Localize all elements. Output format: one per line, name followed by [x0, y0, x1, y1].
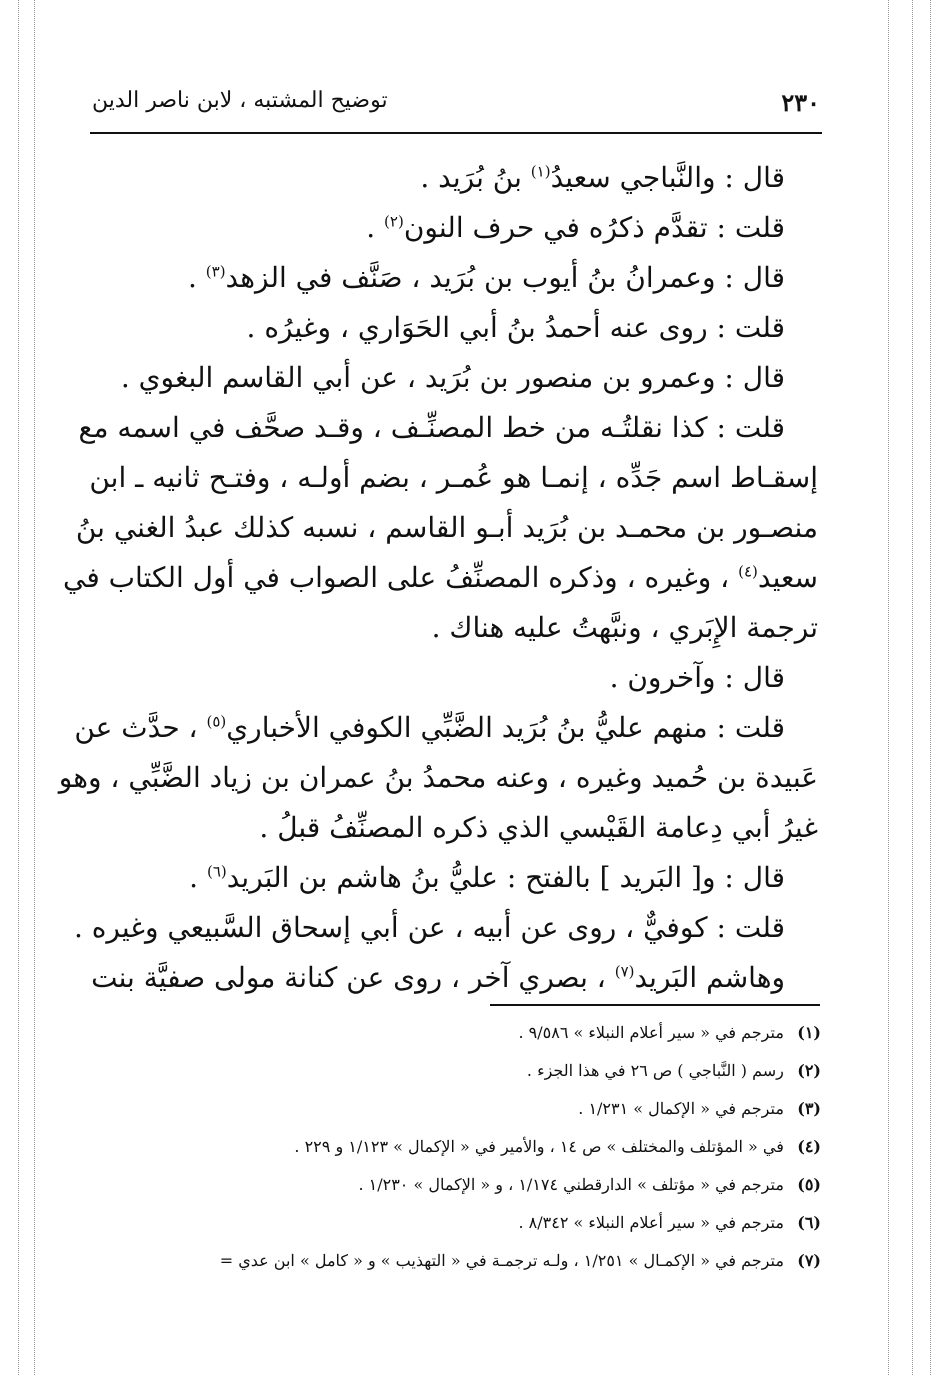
text-line: وهاشم البَريد$^{(٧)}$ ، بصري آخر ، روى عن كنانة مولى صفيَّة بنت	[91, 961, 785, 994]
footnote-number: (٤)	[797, 1137, 821, 1156]
footnote-item	[100, 1204, 825, 1242]
footnote-ref: (٢)	[384, 212, 404, 231]
text-line: قلت : منهم عليُّ بنُ بُرَيد الضَّبِّي الكوفي الأخباري$^{(٥)}$ ، حدَّث عن	[74, 711, 785, 744]
footnote-ref: (٦)	[206, 862, 227, 881]
page-header	[90, 80, 822, 134]
footnote-item	[100, 1166, 825, 1204]
text-line: ترجمة الإِبَري ، ونبَّهتُ عليه هناك .	[431, 611, 818, 644]
scan-edge-line	[34, 0, 35, 1375]
footnote-number: (٧)	[797, 1251, 821, 1270]
text-line: قلت : كذا نقلتُـه من خط المصنِّـف ، وقـد صحَّف في اسمه مع	[78, 411, 785, 444]
footnote-text: مترجم في « سير أعلام النبلاء » ٩/٥٨٦ .	[518, 1023, 784, 1042]
text-line: قلت : روى عنه أحمدُ بنُ أبي الحَوَاري ، وغيرُه .	[246, 311, 785, 344]
footnote-item	[100, 1052, 825, 1090]
scan-edge-line	[888, 0, 889, 1375]
footnote-ref: (٧)	[614, 962, 635, 981]
scan-edge-line	[930, 0, 931, 1375]
running-title: توضيح المشتبه ، لابن ناصر الدين	[92, 88, 388, 113]
text-line: إسقـاط اسم جَدِّه ، إنمـا هو عُمـر ، بضم أولـه ، وفتـح ثانيه ـ ابن	[89, 461, 818, 494]
footnote-text: رسم ( النَّباجي ) ص ٢٦ في هذا الجزء .	[526, 1061, 784, 1080]
footnote-number: (٢)	[797, 1061, 821, 1080]
footnote-number: (٣)	[797, 1099, 821, 1118]
text-line: قال : وعمرانُ بنُ أيوب بن بُرَيد ، صَنَّف في الزهد$^{(٣)}$ .	[187, 261, 785, 294]
footnote-text: مترجم في « سير أعلام النبلاء » ٨/٣٤٢ .	[518, 1213, 784, 1232]
scan-edge-line	[912, 0, 913, 1375]
footnote-ref: (١)	[530, 162, 551, 181]
footnote-text: مترجم في « مؤتلف » الدارقطني ١/١٧٤ ، و « الإكمال » ١/٢٣٠ .	[358, 1175, 784, 1194]
footnote-text: في « المؤتلف والمختلف » ص ١٤ ، والأمير في « الإكمال » ١/١٢٣ و ٢٢٩ .	[294, 1137, 784, 1156]
scan-edge-line	[18, 0, 19, 1375]
footnote-item	[100, 1128, 825, 1166]
footnote-ref: (٤)	[738, 562, 758, 581]
text-line: عَبيدة بن حُميد وغيره ، وعنه محمدُ بنُ عمران بن زياد الضَّبِّي ، وهو	[58, 761, 818, 794]
footnote-ref: (٣)	[205, 262, 226, 281]
text-line: قال : وعمرو بن منصور بن بُرَيد ، عن أبي القاسم البغوي .	[120, 361, 785, 394]
footnote-item	[100, 1014, 825, 1052]
footnote-item	[100, 1242, 825, 1280]
main-text	[58, 153, 818, 1003]
text-line: قال : والنَّباجي سعيدُ$^{(١)}$ بنُ بُرَيد .	[420, 161, 785, 194]
page-number: ٢٣٠	[781, 88, 820, 117]
footnote-number: (١)	[797, 1023, 821, 1042]
text-line: سعيد$^{(٤)}$ ، وغيره ، وذكره المصنِّفُ على الصواب في أول الكتاب في	[63, 561, 818, 594]
footnote-item	[100, 1090, 825, 1128]
text-line: قلت : تقدَّم ذكرُه في حرف النون$^{(٢)}$ .	[366, 211, 785, 244]
text-line: منصـور بن محمـد بن بُرَيد أبـو القاسم ، نسبه كذلك عبدُ الغني بنُ	[75, 511, 818, 544]
footnote-text: مترجم في « الإكمال » ١/٢٣١ .	[578, 1099, 784, 1118]
text-line: قلت : كوفيٌّ ، روى عن أبيه ، عن أبي إسحاق السَّبيعي وغيره .	[73, 911, 785, 944]
footnotes	[100, 1014, 825, 1280]
footnote-ref: (٥)	[206, 712, 227, 731]
footnote-number: (٦)	[797, 1213, 821, 1232]
text-line: غيرُ أبي دِعامة القَيْسي الذي ذكره المصنِّفُ قبلُ .	[259, 811, 818, 844]
text-line: قال : و[ البَريد ] بالفتح : عليُّ بنُ هاشم بن البَريد$^{(٦)}$ .	[189, 861, 785, 894]
footnote-separator	[490, 1004, 820, 1006]
footnote-number: (٥)	[797, 1175, 821, 1194]
footnote-text: مترجم في « الإكمـال » ١/٢٥١ ، ولـه ترجمـة في « التهذيب » و « كامل » ابن عدي =	[219, 1251, 784, 1270]
text-line: قال : وآخرون .	[609, 661, 785, 694]
